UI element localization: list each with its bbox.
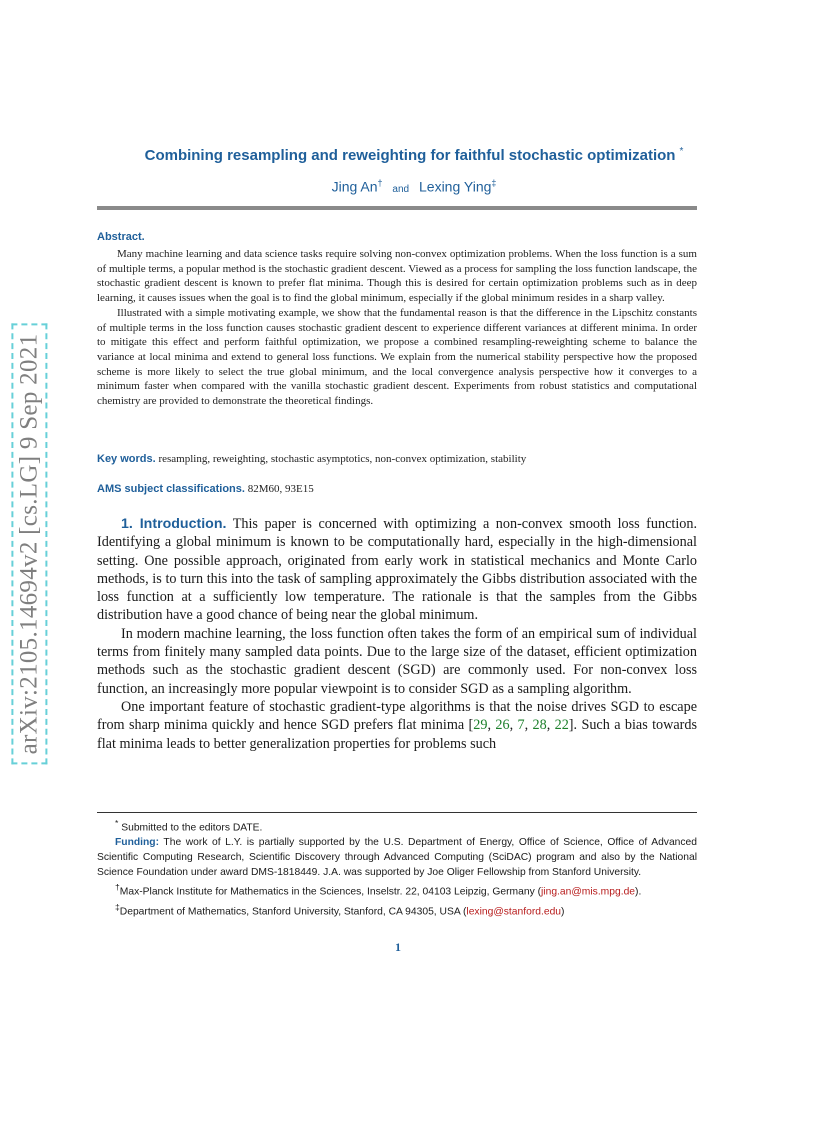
footnote — [97, 880, 697, 899]
footnotes — [97, 816, 697, 919]
body-paragraph: In modern machine learning, the loss function often takes the form of an empirical sum of individual terms from finitely many sampled data points. Due to the large size of the dataset, efficient optimization methods such as the stochastic gradient descent (SGD) are commonly used. For non-convex loss function, an increasingly more popular viewpoint is to consider SGD as a sampling algorithm. — [97, 625, 697, 697]
footnote-rule — [97, 812, 697, 813]
arxiv-id[interactable]: arXiv:2105.14694v2 [cs.LG] 9 Sep 2021 — [11, 324, 47, 765]
abstract-paragraph: Many machine learning and data science tasks require solving non-convex optimization problems. When the loss function is a sum of multiple terms, a popular method is the stochastic gradient descent. Viewed as a process for sampling the loss function landscape, the stochastic gradient descent is known to prefer flat minima. Though this is desired for certain optimization problems such as in deep learning, it causes issues when the goal is to find the global minimum, especially if the global minimum resides in a sharp valley. — [97, 248, 697, 305]
funding-note — [97, 835, 697, 880]
footnote-text: ). — [635, 886, 642, 898]
ams-label: AMS subject classifications. — [97, 483, 245, 495]
footnote-text: Max-Planck Institute for Mathematics in the Sciences, Inselstr. 22, 04103 Leipzig, Germany ( — [119, 886, 542, 898]
footnote-marker: ‡ — [115, 901, 120, 912]
citation-separator: , — [487, 717, 496, 734]
footnote-marker: † — [115, 882, 120, 893]
ams-classification — [97, 483, 697, 495]
citation-separator: , — [546, 717, 555, 734]
keywords-label: Key words. — [97, 453, 156, 465]
page-number: 1 — [395, 940, 401, 954]
citation-link[interactable]: 29 — [473, 717, 488, 734]
author-footnote-marker[interactable]: ‡ — [491, 178, 497, 188]
citation-separator: , — [509, 717, 518, 734]
author-footnote-marker[interactable]: † — [377, 178, 383, 188]
body-paragraph — [97, 515, 697, 625]
keywords — [97, 453, 697, 465]
citation-link[interactable]: 7 — [517, 717, 525, 734]
footnote-text: ) — [561, 906, 565, 918]
citation-link[interactable]: 22 — [554, 717, 569, 734]
introduction-section — [97, 515, 697, 753]
funding-label: Funding: — [115, 837, 160, 849]
title-footnote-marker[interactable]: * — [679, 146, 684, 157]
body-paragraph — [97, 698, 697, 753]
footnote-marker: * — [115, 818, 119, 828]
section-heading: 1. Introduction. — [121, 516, 227, 532]
paragraph-text: One important feature of stochastic gradient-type algorithms is that the noise drives SGD to escape from sharp minima quickly and hence SGD prefers flat minima [ — [97, 698, 697, 734]
arxiv-stamp — [0, 333, 58, 755]
paper-title — [0, 146, 828, 164]
footnote-text: Department of Mathematics, Stanford University, Stanford, CA 94305, USA ( — [119, 906, 467, 918]
paragraph-text: ]. Such a bias towards flat minima leads to better generalization properties for problems such — [97, 717, 698, 752]
author-line — [0, 178, 828, 195]
abstract-paragraph: Illustrated with a simple motivating example, we show that the fundamental reason is that the difference in the Lipschitz constants of multiple terms in the loss function causes stochastic gradient descent to experience different variances at different minima. In order to mitigate this effect and perform faithful optimization, we propose a combined resampling-reweighting scheme to balance the variance at local minima and extend to general loss functions. We explain from the numerical stability perspective how the proposed scheme is more likely to select the true global minimum, and the local convergence analysis perspective how it converges to a minimum faster when compared with the vanilla stochastic gradient descent. Experiments from robust statistics and computational chemistry are provided to demonstrate the theoretical findings. — [97, 306, 697, 408]
author-conjunction: and — [392, 183, 410, 195]
title-text: Combining resampling and reweighting for faithful stochastic optimization — [144, 147, 676, 164]
email-link[interactable]: lexing@stanford.edu — [466, 906, 562, 918]
ams-codes: 82M60, 93E15 — [247, 483, 314, 495]
abstract-body — [97, 247, 697, 409]
keywords-text: resampling, reweighting, stochastic asymptotics, non-convex optimization, stability — [158, 453, 527, 465]
author-name: Jing An — [331, 178, 378, 195]
footnote-text: Submitted to the editors DATE. — [121, 822, 263, 834]
author-name: Lexing Ying — [419, 178, 492, 195]
citation-link[interactable]: 28 — [532, 717, 547, 734]
abstract-heading: Abstract. — [97, 231, 145, 243]
title-rule — [97, 206, 697, 210]
footnote — [97, 816, 697, 835]
citation-separator: , — [524, 717, 533, 734]
footnote — [97, 900, 697, 919]
paragraph-text: This paper is concerned with optimizing a non-convex smooth loss function. Identifying a global minimum is known to be computationally hard, especially in the high-dimensional setting. One possible approach, originated from early work in statistical mechanics and Monte Carlo methods, is to turn this into the task of sampling approximately the Gibbs distribution associated with the loss function at a sufficiently low temperature. The rationale is that the samples from the Gibbs distribution have a good chance of being near the global minimum. — [97, 516, 697, 624]
funding-text: The work of L.Y. is partially supported by the U.S. Department of Energy, Office of Science, Office of Advanced Scientific Computing Research, Scientific Discovery through Advanced Computing (SciDAC) program and also by the National Science Foundation under award DMS-1818449. J.A. was supported by Joe Oliger Fellowship from Stanford University. — [97, 837, 697, 879]
citation-link[interactable]: 26 — [495, 717, 510, 734]
email-link[interactable]: jing.an@mis.mpg.de — [541, 886, 636, 898]
